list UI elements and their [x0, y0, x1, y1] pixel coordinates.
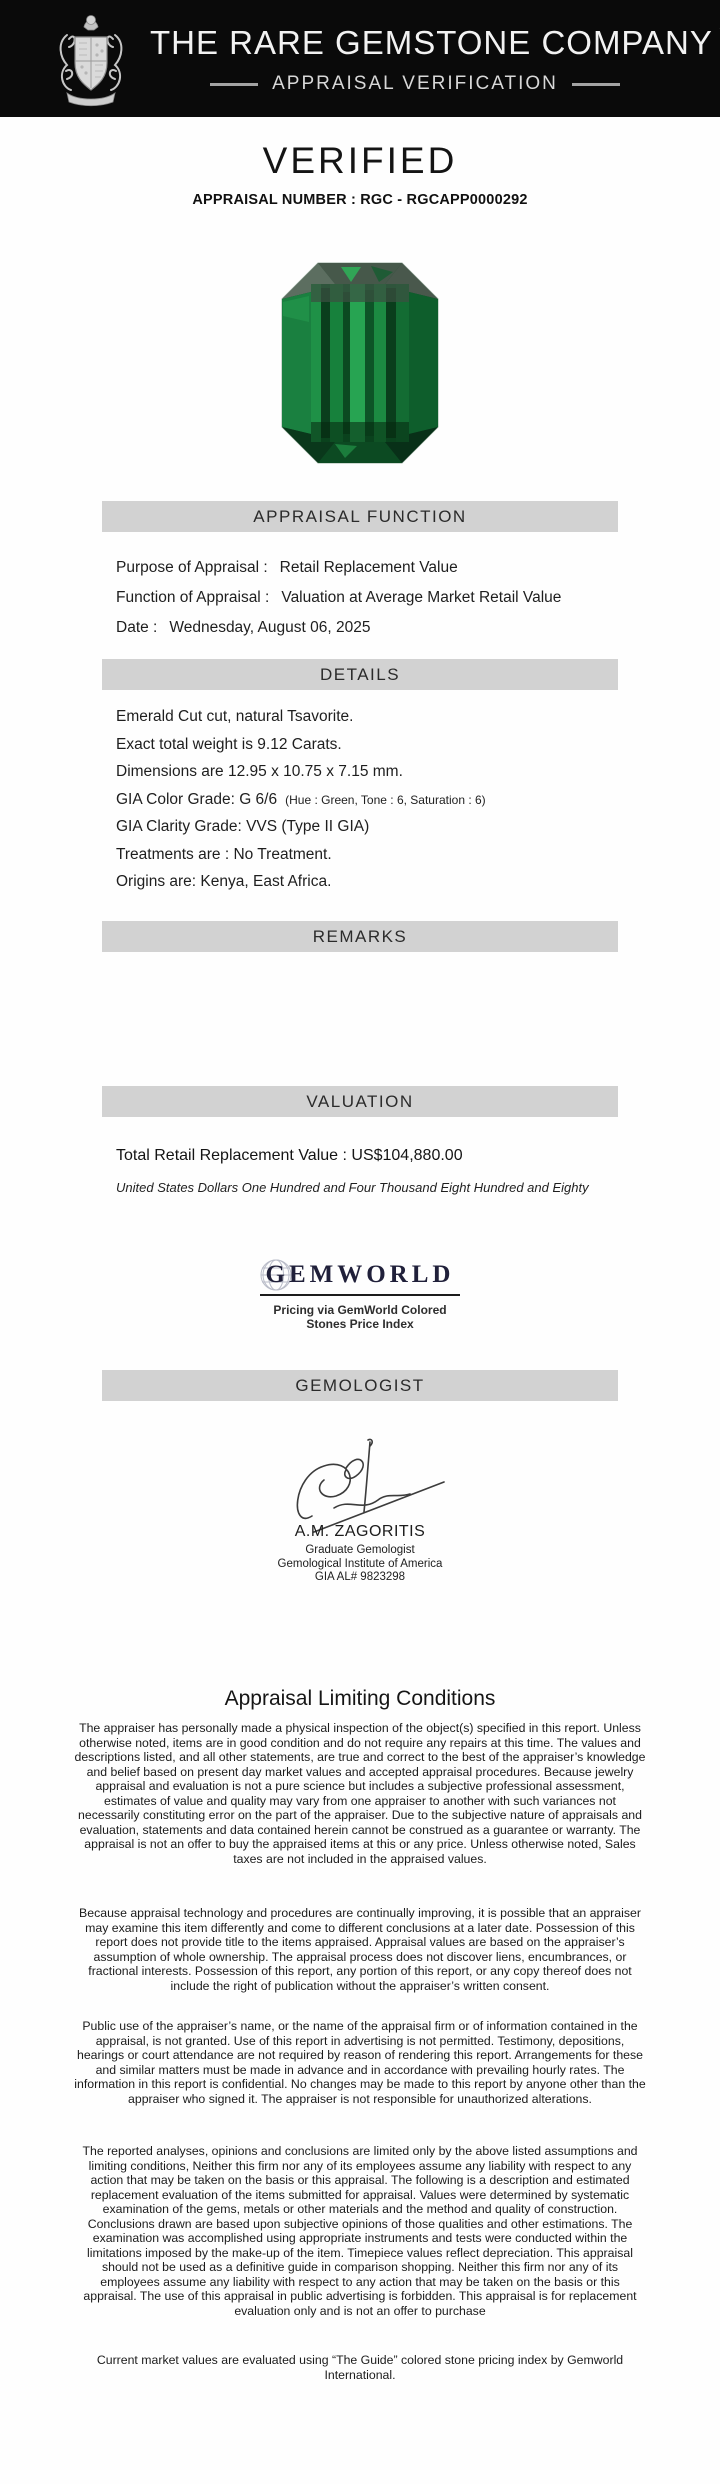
appraisal-number: APPRAISAL NUMBER : RGC - RGCAPP0000292 — [192, 192, 528, 208]
pricing-note-line2: Stones Price Index — [306, 1317, 414, 1331]
detail-dimensions: Dimensions are 12.95 x 10.75 x 7.15 mm. — [116, 763, 403, 780]
gemologist-name: A.M. ZAGORITIS — [294, 1523, 426, 1540]
gemworld-logo — [252, 1257, 468, 1293]
purpose-label: Purpose of Appraisal : — [116, 559, 268, 576]
color-grade-note: (Hue : Green, Tone : 6, Saturation : 6) — [285, 792, 486, 807]
valuation-amount-in-words: United States Dollars One Hundred and Four Thousand Eight Hundred and Eighty — [116, 1180, 589, 1195]
gemologist-credential-2: Gemological Institute of America — [277, 1557, 443, 1570]
section-header-valuation: VALUATION — [102, 1086, 618, 1117]
header-banner — [0, 0, 720, 117]
company-name — [150, 24, 713, 62]
date-value: Wednesday, August 06, 2025 — [169, 619, 371, 636]
valuation-total: Total Retail Replacement Value : US$104,880.00 — [116, 1147, 463, 1164]
limiting-conditions-paragraph-1: The appraiser has personally made a physical inspection of the object(s) specified in this report. Unless otherwise noted, items are in good condition and do not require any repairs at this time. The values and descriptions listed, and all other statements, are true and correct to the best of the appraiser’s knowledge and belief based on present day market values and accepted appraisal procedures. Because jewelry appraisal and evaluation is not a pure science but includes a subjective professional assessment, estimates of value and quality may vary from one appraiser to another with such variances not necessarily constituting error on the part of the appraiser. Due to the subjective nature of appraisals and evaluation, statements and data contained herein cannot be construed as a guarantee or warranty. The appraisal is not an offer to buy the appraised items at this or any price. Unless otherwise noted, Sales taxes are not included in the appraised values. — [74, 1721, 646, 1866]
company-name-text: THE RARE GEMSTONE COMPANY — [150, 24, 713, 61]
detail-cut: Emerald Cut cut, natural Tsavorite. — [116, 708, 354, 725]
limiting-conditions-paragraph-5: Current market values are evaluated using “The Guide” colored stone pricing index by Gemworld International. — [96, 2353, 624, 2382]
gemworld-logo-text: GEMWORLD — [265, 1261, 455, 1288]
subtitle-dash-left — [210, 83, 258, 86]
detail-treatments: Treatments are : No Treatment. — [116, 845, 332, 863]
function-value: Valuation at Average Market Retail Value — [281, 589, 562, 606]
header-subtitle-row — [150, 73, 680, 95]
purpose-row — [116, 553, 561, 583]
purpose-value: Retail Replacement Value — [279, 559, 458, 576]
appraisal-function-rows — [116, 553, 561, 643]
header-subtitle: APPRAISAL VERIFICATION — [272, 73, 558, 94]
detail-clarity-grade: GIA Clarity Grade: VVS (Type II GIA) — [116, 818, 370, 835]
color-grade-text: GIA Color Grade: G 6/6 — [116, 790, 278, 808]
section-header-details: DETAILS — [102, 659, 618, 690]
limiting-conditions-paragraph-3: Public use of the appraiser’s name, or the name of the appraisal firm or of information contained in the appraisal, is not granted. Use of this report in advertising is not permitted. Testimony, depositions, hearings or court attendance are not required by reason of rendering this report. Arrangements for these and similar matters must be made in advance and in accordance with prevailing hourly rates. The information in this report is confidential. No changes may be made to this report by anyone other than the appraiser who signed it. The appraiser is not responsible for unauthorized alterations. — [74, 2019, 646, 2106]
gemologist-credential-1: Graduate Gemologist — [305, 1544, 415, 1556]
heraldic-crest-icon — [54, 13, 128, 107]
gemologist-credentials — [0, 1544, 720, 1585]
tsavorite-gemstone-photo — [281, 262, 439, 464]
detail-weight: Exact total weight is 9.12 Carats. — [116, 735, 342, 753]
function-row — [116, 583, 561, 613]
function-label: Function of Appraisal : — [116, 589, 270, 606]
limiting-conditions-title: Appraisal Limiting Conditions — [224, 1687, 496, 1710]
date-row — [116, 613, 561, 643]
date-label: Date : — [116, 619, 158, 636]
pricing-note-line1: Pricing via GemWorld Colored — [273, 1303, 447, 1317]
detail-color-grade — [116, 786, 486, 814]
gemworld-pricing-block — [252, 1257, 468, 1331]
details-lines — [116, 703, 486, 896]
subtitle-dash-right — [572, 83, 620, 86]
limiting-conditions-paragraph-2: Because appraisal technology and procedures are continually improving, it is possible that an appraiser may examine this item differently and come to different conclusions at a later date. Possession of this report does not provide title to the items appraised. Appraisal values are based on the appraiser’s assumption of whole ownership. The appraisal process does not discover liens, encumbrances, or fractional interests. Possession of this report, any portion of this report, or any copy thereof does not include the right of publication without the appraiser’s written consent. — [79, 1906, 641, 1993]
brand-block — [150, 24, 713, 95]
verified-status: VERIFIED — [262, 140, 458, 181]
limiting-conditions-paragraph-4: The reported analyses, opinions and conclusions are limited only by the above listed assumptions and limiting conditions, Neither this firm nor any of its employees assume any liability with respect to any action that may be taken on the basis or this appraisal. The following is a description and estimated replacement evaluation of the items submitted for appraisal. Values were determined by systematic examination of the gems, metals or other materials and the method and quality of construction. Conclusions drawn are based upon subjective opinions of those qualities and other estimations. The examination was accomplished using appropriate instruments and tests were conducted within the limitations imposed by the make-up of the item. Timepiece values reflect depreciation. This appraisal should not be used as a definitive guide in comparison shopping. Neither this firm nor any of its employees assume any liability with respect to any action that may be taken on the basis or this appraisal. The use of this appraisal in public advertising is forbidden. This appraisal is for replacement evaluation only and is not an offer to purchase — [82, 2144, 638, 2318]
section-header-remarks: REMARKS — [102, 921, 618, 952]
section-header-appraisal-function: APPRAISAL FUNCTION — [102, 501, 618, 532]
gemologist-credential-3: GIA AL# 9823298 — [314, 1571, 406, 1583]
section-header-gemologist: GEMOLOGIST — [102, 1370, 618, 1401]
gemworld-pricing-note — [252, 1303, 468, 1331]
detail-origins: Origins are: Kenya, East Africa. — [116, 873, 332, 890]
